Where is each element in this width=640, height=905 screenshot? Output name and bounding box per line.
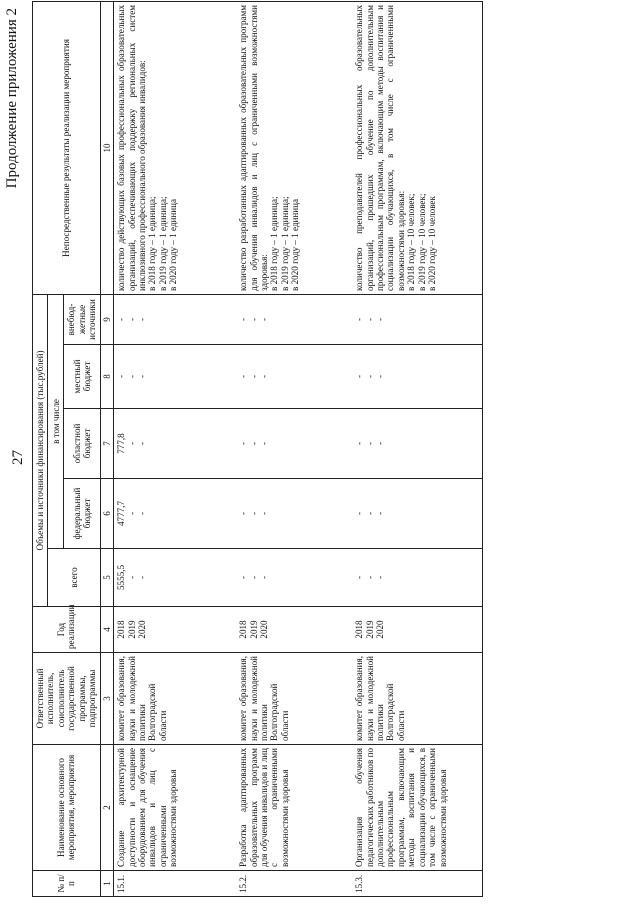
header-regional: областной бюджет xyxy=(64,409,100,479)
funding-table xyxy=(32,1,483,897)
table-body xyxy=(114,1,483,896)
row-total: - - - xyxy=(236,549,352,607)
row-name: Создание архитектурной доступности и оснащение оборудованием для обучения инвалидов и лиц с ограниченными возможностями здоровья xyxy=(114,745,237,871)
header-name: Наименование основного мероприятия, мероприятия xyxy=(33,745,101,871)
result-text: количество разработанных адаптированных образовательных программ для обучения инвалидов и лиц с ограниченными возможностями здоровья: xyxy=(238,4,269,291)
row-num: 15.2. xyxy=(236,871,352,897)
row-name: Организация обучения педагогических работников по дополнительным профессиональным программам, включающим методы воспитания и социализации обучающихся, в том числе с ограниченными возможностями здоровья xyxy=(352,745,483,871)
result-text: количество действующих базовых профессиональных образовательных организаций, обеспечивающих поддержку региональных систем инклюзивного профессионального образования инвалидов: xyxy=(116,4,147,291)
row-regional: - - - xyxy=(236,409,352,479)
table-row xyxy=(352,1,483,896)
header-total: всего xyxy=(48,549,100,607)
appendix-caption: Продолжение приложения 2 xyxy=(4,8,20,189)
table-row xyxy=(114,1,237,896)
row-federal: 4777,7 - - xyxy=(114,479,237,549)
header-incl: в том числе xyxy=(48,294,64,548)
row-result xyxy=(236,1,352,294)
col-number: 4 xyxy=(100,607,113,653)
header-funding: Объемы и источники финансирования (тыс.рублей) xyxy=(33,294,48,606)
header-result: Непосредственные результаты реализации мероприятия xyxy=(33,1,101,294)
row-regional: 777,8 - - xyxy=(114,409,237,479)
result-list: в 2018 году – 1 единица; в 2019 году – 1 единица; в 2020 году – 1 единица xyxy=(269,196,301,291)
row-extra: - - - xyxy=(114,294,237,344)
result-list: в 2018 году – 1 единица; в 2019 году – 1 единица; в 2020 году – 1 единица xyxy=(147,196,179,291)
page-number: 27 xyxy=(10,450,26,465)
result-list: в 2018 году – 10 человек; в 2019 году – 10 человек; в 2020 году – 10 человек xyxy=(406,193,438,291)
row-federal: - - - xyxy=(236,479,352,549)
table-header xyxy=(33,1,114,896)
header-extra: внебюд-жетные источники xyxy=(64,294,100,344)
col-number: 9 xyxy=(100,294,113,344)
col-number: 7 xyxy=(100,409,113,479)
col-number: 2 xyxy=(100,745,113,871)
header-num: № п/п xyxy=(33,871,101,897)
row-regional: - - - xyxy=(352,409,483,479)
row-result xyxy=(114,1,237,294)
row-years: 2018 2019 2020 xyxy=(236,607,352,653)
row-federal: - - - xyxy=(352,479,483,549)
row-years: 2018 2019 2020 xyxy=(352,607,483,653)
row-responsible: комитет образования, науки и молодежной политики Волгоградской области xyxy=(114,653,237,745)
row-total: - - - xyxy=(352,549,483,607)
table-row xyxy=(236,1,352,896)
col-number: 1 xyxy=(100,871,113,897)
col-number: 5 xyxy=(100,549,113,607)
row-responsible: комитет образования, науки и молодежной политики Волгоградской области xyxy=(236,653,352,745)
col-number: 8 xyxy=(100,345,113,409)
row-extra: - - - xyxy=(352,294,483,344)
col-number: 10 xyxy=(100,1,113,294)
row-responsible: комитет образования, науки и молодежной политики Волгоградской области xyxy=(352,653,483,745)
header-federal: федеральный бюджет xyxy=(64,479,100,549)
header-year: Год реализации xyxy=(33,607,101,653)
row-result xyxy=(352,1,483,294)
col-number: 6 xyxy=(100,479,113,549)
row-extra: - - - xyxy=(236,294,352,344)
header-local: местный бюджет xyxy=(64,345,100,409)
row-num: 15.1. xyxy=(114,871,237,897)
row-total: 5555,5 - - xyxy=(114,549,237,607)
row-years: 2018 2019 2020 xyxy=(114,607,237,653)
result-text: количество преподавателей профессиональных образовательных организаций, прошедших обучение по дополнительным профессиональным программам, включающим методы воспитания и социализации обучающихся, в том числе с ограниченными возможностями здоровья: xyxy=(354,4,406,291)
col-number: 3 xyxy=(100,653,113,745)
row-num: 15.3. xyxy=(352,871,483,897)
row-name: Разработка адаптированных образовательных программ для обучения инвалидов и лиц с ограниченными возможностями здоровья xyxy=(236,745,352,871)
header-responsible: Ответственный исполнитель, соисполнитель государственной программы, подпрограммы xyxy=(33,653,101,745)
row-local: - - - xyxy=(236,345,352,409)
row-local: - - - xyxy=(352,345,483,409)
column-number-row xyxy=(100,1,113,896)
row-local: - - - xyxy=(114,345,237,409)
